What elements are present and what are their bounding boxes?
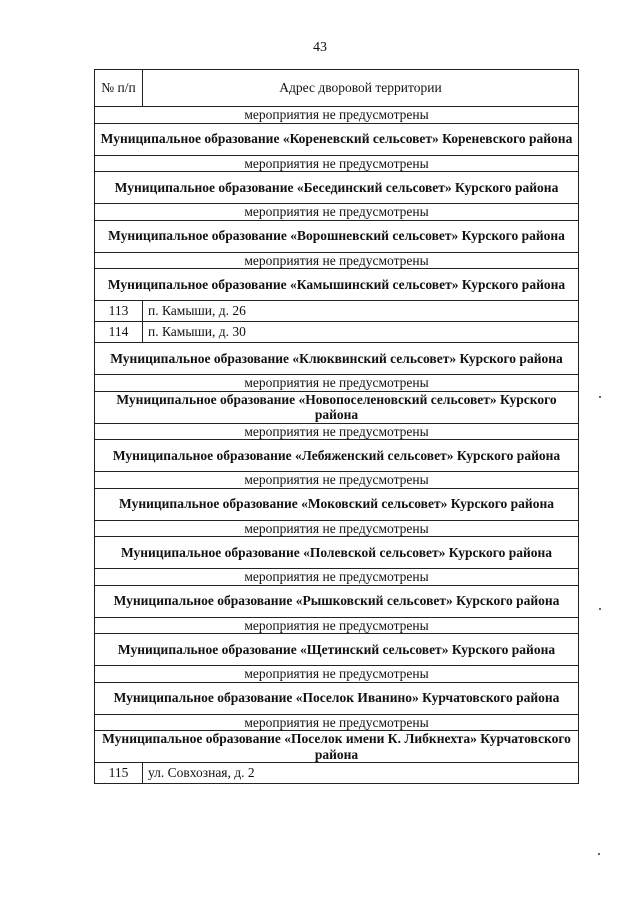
- municipality-heading: Муниципальное образование «Новопоселеновский сельсовет» Курского района: [95, 391, 579, 423]
- no-measures-note: мероприятия не предусмотрены: [95, 375, 579, 392]
- no-measures-row: [95, 617, 579, 634]
- no-measures-row: [95, 107, 579, 124]
- table-row-address: [95, 301, 579, 322]
- municipality-heading-row: [95, 488, 579, 520]
- no-measures-row: [95, 375, 579, 392]
- table-body: [95, 70, 579, 784]
- municipality-heading-row: [95, 634, 579, 666]
- municipality-heading: Муниципальное образование «Поселок имени К. Либкнехта» Курчатовского района: [95, 731, 579, 763]
- municipality-heading: Муниципальное образование «Камышинский сельсовет» Курского района: [95, 269, 579, 301]
- row-number: 115: [95, 763, 143, 784]
- no-measures-note: мероприятия не предусмотрены: [95, 569, 579, 586]
- no-measures-note: мероприятия не предусмотрены: [95, 204, 579, 221]
- table-header-row: [95, 70, 579, 107]
- no-measures-note: мероприятия не предусмотрены: [95, 252, 579, 269]
- no-measures-note: мероприятия не предусмотрены: [95, 520, 579, 537]
- municipality-heading-row: [95, 585, 579, 617]
- no-measures-note: мероприятия не предусмотрены: [95, 617, 579, 634]
- no-measures-row: [95, 520, 579, 537]
- municipality-heading: Муниципальное образование «Щетинский сельсовет» Курского района: [95, 634, 579, 666]
- row-address: п. Камыши, д. 30: [143, 322, 579, 343]
- municipality-heading: Муниципальное образование «Ворошневский сельсовет» Курского района: [95, 220, 579, 252]
- row-address: п. Камыши, д. 26: [143, 301, 579, 322]
- municipality-heading: Муниципальное образование «Бесединский сельсовет» Курского района: [95, 172, 579, 204]
- no-measures-row: [95, 472, 579, 489]
- address-table: [94, 69, 579, 784]
- municipality-heading: Муниципальное образование «Кореневский сельсовет» Кореневского района: [95, 123, 579, 155]
- scan-speck: [599, 396, 601, 398]
- no-measures-row: [95, 666, 579, 683]
- municipality-heading-row: [95, 440, 579, 472]
- municipality-heading-row: [95, 731, 579, 763]
- no-measures-row: [95, 252, 579, 269]
- table-row-address: [95, 322, 579, 343]
- row-address: ул. Совхозная, д. 2: [143, 763, 579, 784]
- no-measures-note: мероприятия не предусмотрены: [95, 107, 579, 124]
- table-row-address: [95, 763, 579, 784]
- municipality-heading: Муниципальное образование «Рышковский сельсовет» Курского района: [95, 585, 579, 617]
- no-measures-note: мероприятия не предусмотрены: [95, 423, 579, 440]
- no-measures-row: [95, 155, 579, 172]
- municipality-heading-row: [95, 682, 579, 714]
- no-measures-note: мероприятия не предусмотрены: [95, 155, 579, 172]
- municipality-heading-row: [95, 391, 579, 423]
- no-measures-row: [95, 569, 579, 586]
- row-number: 113: [95, 301, 143, 322]
- row-number: 114: [95, 322, 143, 343]
- municipality-heading: Муниципальное образование «Поселок Иванино» Курчатовского района: [95, 682, 579, 714]
- scan-speck: [599, 608, 601, 610]
- no-measures-row: [95, 423, 579, 440]
- header-address: Адрес дворовой территории: [143, 70, 579, 107]
- municipality-heading-row: [95, 172, 579, 204]
- municipality-heading-row: [95, 537, 579, 569]
- municipality-heading: Муниципальное образование «Клюквинский сельсовет» Курского района: [95, 343, 579, 375]
- scan-speck: [598, 853, 600, 855]
- municipality-heading: Муниципальное образование «Полевской сельсовет» Курского района: [95, 537, 579, 569]
- municipality-heading: Муниципальное образование «Лебяженский сельсовет» Курского района: [95, 440, 579, 472]
- no-measures-row: [95, 204, 579, 221]
- no-measures-note: мероприятия не предусмотрены: [95, 666, 579, 683]
- no-measures-note: мероприятия не предусмотрены: [95, 472, 579, 489]
- municipality-heading-row: [95, 269, 579, 301]
- no-measures-note: мероприятия не предусмотрены: [95, 714, 579, 731]
- header-number: № п/п: [95, 70, 143, 107]
- page-number: 43: [313, 40, 327, 55]
- municipality-heading: Муниципальное образование «Моковский сельсовет» Курского района: [95, 488, 579, 520]
- municipality-heading-row: [95, 123, 579, 155]
- no-measures-row: [95, 714, 579, 731]
- municipality-heading-row: [95, 220, 579, 252]
- municipality-heading-row: [95, 343, 579, 375]
